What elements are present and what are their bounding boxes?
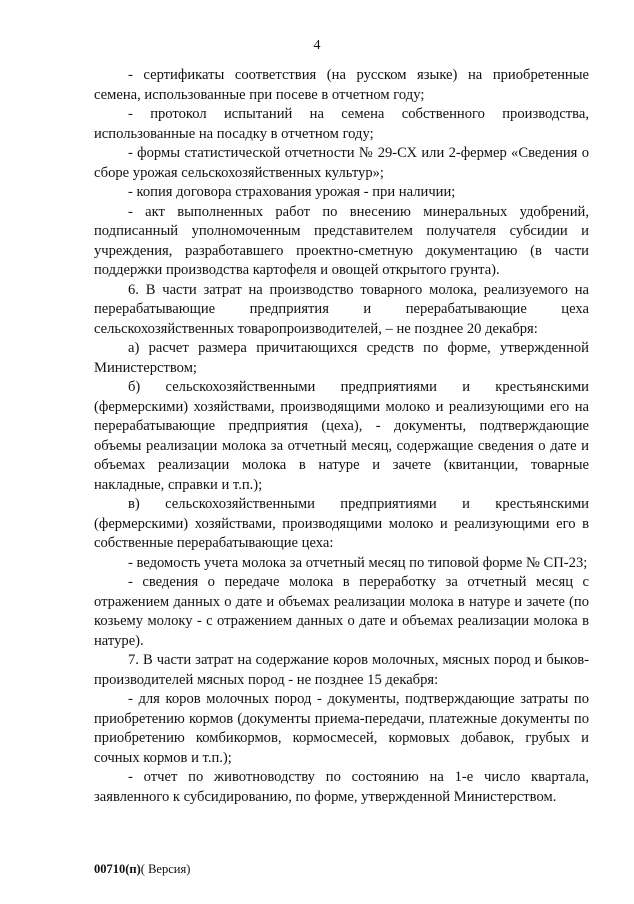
paragraph: - протокол испытаний на семена собственного производства, использованные на посадку в отчетном году;: [94, 106, 589, 142]
paragraph: 7. В части затрат на содержание коров молочных, мясных пород и быков-производителей мясных пород - не позднее 15 декабря:: [94, 652, 589, 688]
paragraph: - копия договора страхования урожая - при наличии;: [128, 184, 456, 200]
footer: [94, 862, 190, 877]
document-body: [94, 66, 589, 807]
paragraph: - сведения о передаче молока в переработку за отчетный месяц с отражением данных о дате и объемах реализации молока в натуре и зачете (по козьему молоку - с отражением данных о дате и объемах реализации молока в натуре).: [94, 574, 589, 649]
paragraph: а) расчет размера причитающихся средств по форме, утвержденной Министерством;: [94, 340, 589, 376]
paragraph: - формы статистической отчетности № 29-СХ или 2-фермер «Сведения о сборе урожая сельскохозяйственных культур»;: [94, 145, 589, 181]
paragraph: б) сельскохозяйственными предприятиями и крестьянскими (фермерскими) хозяйствами, производящими молоко и реализующими его на перерабатывающие предприятия (цеха), - документы, подтверждающие объемы реализации молока за отчетный месяц, содержащие сведения о дате и объемах реализации молока в натуре и зачете (квитанции, товарные накладные, справки и т.п.);: [94, 379, 589, 493]
paragraph: - для коров молочных пород - документы, подтверждающие затраты по приобретению кормов (документы приема-передачи, платежные документы по приобретению комбикормов, кормосмесей, кормовых добавок, грубых и сочных кормов и т.п.);: [94, 691, 589, 766]
paragraph: 6. В части затрат на производство товарного молока, реализуемого на перерабатывающие предприятия и перерабатывающие цеха сельскохозяйственных товаропроизводителей, – не позднее 20 декабря:: [94, 281, 589, 337]
paragraph: - отчет по животноводству по состоянию на 1-е число квартала, заявленного к субсидированию, по форме, утвержденной Министерством.: [94, 769, 589, 805]
page-number: 4: [313, 38, 321, 53]
paragraph: в) сельскохозяйственными предприятиями и крестьянскими (фермерскими) хозяйствами, производящими молоко и реализующими его в собственные перерабатывающие цеха:: [94, 496, 589, 551]
paragraph: - сертификаты соответствия (на русском языке) на приобретенные семена, использованные при посеве в отчетном году;: [94, 67, 589, 103]
paragraph: - акт выполненных работ по внесению минеральных удобрений, подписанный уполномоченным представителем получателя субсидии и учреждения, разработавшего проектно-сметную документацию (в части поддержки производства картофеля и овощей открытого грунта).: [94, 203, 589, 278]
paragraph: - ведомость учета молока за отчетный месяц по типовой форме № СП-23;: [128, 554, 588, 571]
document-code: 00710(п): [94, 862, 141, 876]
document-version: ( Версия): [140, 862, 191, 876]
